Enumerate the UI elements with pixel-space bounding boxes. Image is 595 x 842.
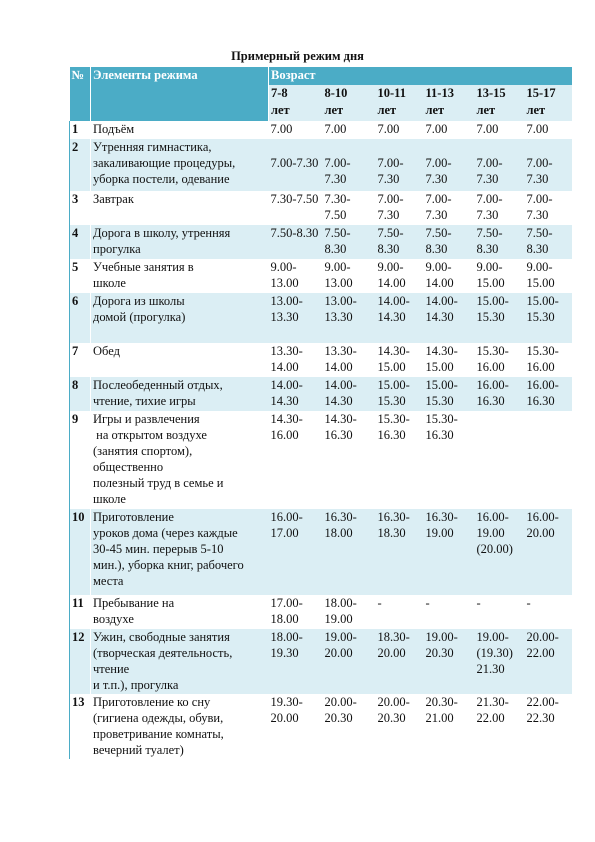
regime-element: Игры и развлечения на открытом воздухе (занятия спортом), общественно полезный труд в семье и школе <box>91 411 269 509</box>
time-cell: 7.00- 7.30 <box>323 139 376 191</box>
time-cell: 20.00- 20.30 <box>323 694 376 759</box>
time-cell: 7.50-8.30 <box>269 225 323 259</box>
header-age-column <box>376 85 424 121</box>
regime-element: Приготовление ко сну (гигиена одежды, обуви, проветривание комнаты, вечерний туалет) <box>91 694 269 759</box>
header-age-column <box>475 85 525 121</box>
time-cell <box>475 411 525 509</box>
table-row <box>70 139 572 191</box>
time-cell: 9.00- 14.00 <box>376 259 424 293</box>
time-cell: 15.00- 15.30 <box>424 377 475 411</box>
header-elements: Элементы режима <box>91 67 269 121</box>
regime-element: Пребывание на воздухе <box>91 595 269 629</box>
time-cell: 15.00- 15.30 <box>475 293 525 343</box>
daily-regime-table <box>69 67 572 759</box>
time-cell: 7.00- 7.30 <box>525 191 572 225</box>
time-cell: 14.00- 14.30 <box>269 377 323 411</box>
time-cell: 7.00- 7.30 <box>475 139 525 191</box>
regime-element: Обед <box>91 343 269 377</box>
time-cell: 19.30- 20.00 <box>269 694 323 759</box>
page-title: Примерный режим дня <box>231 49 364 63</box>
table-row <box>70 259 572 293</box>
time-cell: 19.00- (19.30) 21.30 <box>475 629 525 694</box>
time-cell: 7.50- 8.30 <box>475 225 525 259</box>
time-cell: 16.30- 19.00 <box>424 509 475 595</box>
age-range: 10-11 <box>377 86 406 100</box>
row-number: 6 <box>70 293 91 343</box>
time-cell: 22.00- 22.30 <box>525 694 572 759</box>
table-row <box>70 191 572 225</box>
time-cell: 18.30- 20.00 <box>376 629 424 694</box>
time-cell: 19.00- 20.00 <box>323 629 376 694</box>
regime-element: Подъём <box>91 121 269 139</box>
time-cell: 7.50- 8.30 <box>424 225 475 259</box>
table-row <box>70 629 572 694</box>
age-unit: лет <box>271 103 290 117</box>
regime-element: Послеобеденный отдых, чтение, тихие игры <box>91 377 269 411</box>
row-number: 4 <box>70 225 91 259</box>
time-cell: 14.00- 14.30 <box>424 293 475 343</box>
regime-element: Завтрак <box>91 191 269 225</box>
time-cell: 7.00 <box>269 121 323 139</box>
age-range: 15-17 <box>526 86 556 100</box>
time-cell: 15.30- 16.30 <box>424 411 475 509</box>
time-cell: 14.30- 16.30 <box>323 411 376 509</box>
table-row <box>70 225 572 259</box>
time-cell: 15.30- 16.00 <box>525 343 572 377</box>
regime-element: Утренняя гимнастика, закаливающие процедуры, уборка постели, одевание <box>91 139 269 191</box>
table-row <box>70 595 572 629</box>
time-cell: 7.00- 7.30 <box>376 139 424 191</box>
time-cell: 7.00- 7.30 <box>475 191 525 225</box>
time-cell: 15.30- 16.00 <box>475 343 525 377</box>
time-cell: 7.00 <box>475 121 525 139</box>
time-cell: 9.00- 14.00 <box>424 259 475 293</box>
age-range: 7-8 <box>271 86 288 100</box>
regime-element: Приготовление уроков дома (через каждые 30-45 мин. перерыв 5-10 мин.), уборка книг, рабочего места <box>91 509 269 595</box>
time-cell: 14.30- 15.00 <box>424 343 475 377</box>
time-cell: 13.00- 13.30 <box>269 293 323 343</box>
time-cell: 7.00- 7.30 <box>424 191 475 225</box>
time-cell: 15.30- 16.30 <box>376 411 424 509</box>
time-cell: 14.30- 15.00 <box>376 343 424 377</box>
time-cell: 21.30- 22.00 <box>475 694 525 759</box>
row-number: 12 <box>70 629 91 694</box>
time-cell: 7.00 <box>424 121 475 139</box>
time-cell: 13.00- 13.30 <box>323 293 376 343</box>
regime-element: Ужин, свободные занятия (творческая деятельность, чтение и т.п.), прогулка <box>91 629 269 694</box>
time-cell: 7.00-7.30 <box>269 139 323 191</box>
row-number: 11 <box>70 595 91 629</box>
time-cell: 16.00- 16.30 <box>525 377 572 411</box>
time-cell: 20.00- 20.30 <box>376 694 424 759</box>
time-cell: 14.00- 14.30 <box>323 377 376 411</box>
time-cell: 7.00- 7.30 <box>525 139 572 191</box>
header-age: Возраст <box>269 67 572 85</box>
time-cell: 7.30-7.50 <box>269 191 323 225</box>
row-number: 10 <box>70 509 91 595</box>
time-cell: 7.00 <box>376 121 424 139</box>
time-cell: 9.00- 15.00 <box>475 259 525 293</box>
time-cell: 9.00- 13.00 <box>323 259 376 293</box>
time-cell: 9.00- 13.00 <box>269 259 323 293</box>
time-cell: 9.00- 15.00 <box>525 259 572 293</box>
time-cell: - <box>424 595 475 629</box>
age-range: 13-15 <box>476 86 506 100</box>
header-number: № <box>70 67 91 121</box>
row-number: 7 <box>70 343 91 377</box>
regime-element: Учебные занятия в школе <box>91 259 269 293</box>
header-age-column <box>525 85 572 121</box>
time-cell: 13.30- 14.00 <box>269 343 323 377</box>
table-row <box>70 121 572 139</box>
row-number: 8 <box>70 377 91 411</box>
time-cell: 7.50- 8.30 <box>376 225 424 259</box>
age-range: 11-13 <box>425 86 454 100</box>
row-number: 2 <box>70 139 91 191</box>
time-cell: 16.00- 19.00 (20.00) <box>475 509 525 595</box>
age-unit: лет <box>324 103 344 117</box>
row-number: 5 <box>70 259 91 293</box>
time-cell: 16.00- 20.00 <box>525 509 572 595</box>
time-cell: 7.00 <box>323 121 376 139</box>
age-range: 8-10 <box>324 86 348 100</box>
row-number: 9 <box>70 411 91 509</box>
regime-element: Дорога из школы домой (прогулка) <box>91 293 269 343</box>
age-unit: лет <box>377 103 397 117</box>
time-cell: 13.30- 14.00 <box>323 343 376 377</box>
time-cell: 7.50- 8.30 <box>525 225 572 259</box>
time-cell: 7.00- 7.30 <box>376 191 424 225</box>
table-row <box>70 411 572 509</box>
time-cell: 16.00- 17.00 <box>269 509 323 595</box>
time-cell: 7.30- 7.50 <box>323 191 376 225</box>
time-cell: 14.00- 14.30 <box>376 293 424 343</box>
time-cell <box>525 411 572 509</box>
age-unit: лет <box>476 103 496 117</box>
header-age-column <box>323 85 376 121</box>
time-cell: 7.50- 8.30 <box>323 225 376 259</box>
time-cell: 7.00 <box>525 121 572 139</box>
time-cell: 15.00- 15.30 <box>525 293 572 343</box>
row-number: 13 <box>70 694 91 759</box>
time-cell: 16.30- 18.00 <box>323 509 376 595</box>
table-row <box>70 343 572 377</box>
time-cell: 14.30- 16.00 <box>269 411 323 509</box>
row-number: 1 <box>70 121 91 139</box>
table-row <box>70 377 572 411</box>
table-row <box>70 694 572 759</box>
time-cell: - <box>525 595 572 629</box>
table-row <box>70 509 572 595</box>
time-cell: 15.00- 15.30 <box>376 377 424 411</box>
age-unit: лет <box>526 103 546 117</box>
time-cell: 20.30- 21.00 <box>424 694 475 759</box>
time-cell: 7.00- 7.30 <box>424 139 475 191</box>
header-age-column <box>269 85 323 121</box>
time-cell: 18.00- 19.00 <box>323 595 376 629</box>
table-row <box>70 293 572 343</box>
time-cell: 18.00- 19.30 <box>269 629 323 694</box>
time-cell: 16.00- 16.30 <box>475 377 525 411</box>
age-unit: лет <box>425 103 445 117</box>
time-cell: 16.30- 18.30 <box>376 509 424 595</box>
row-number: 3 <box>70 191 91 225</box>
time-cell: - <box>376 595 424 629</box>
time-cell: - <box>475 595 525 629</box>
regime-element: Дорога в школу, утренняя прогулка <box>91 225 269 259</box>
header-age-column <box>424 85 475 121</box>
time-cell: 20.00- 22.00 <box>525 629 572 694</box>
time-cell: 19.00- 20.30 <box>424 629 475 694</box>
time-cell: 17.00- 18.00 <box>269 595 323 629</box>
